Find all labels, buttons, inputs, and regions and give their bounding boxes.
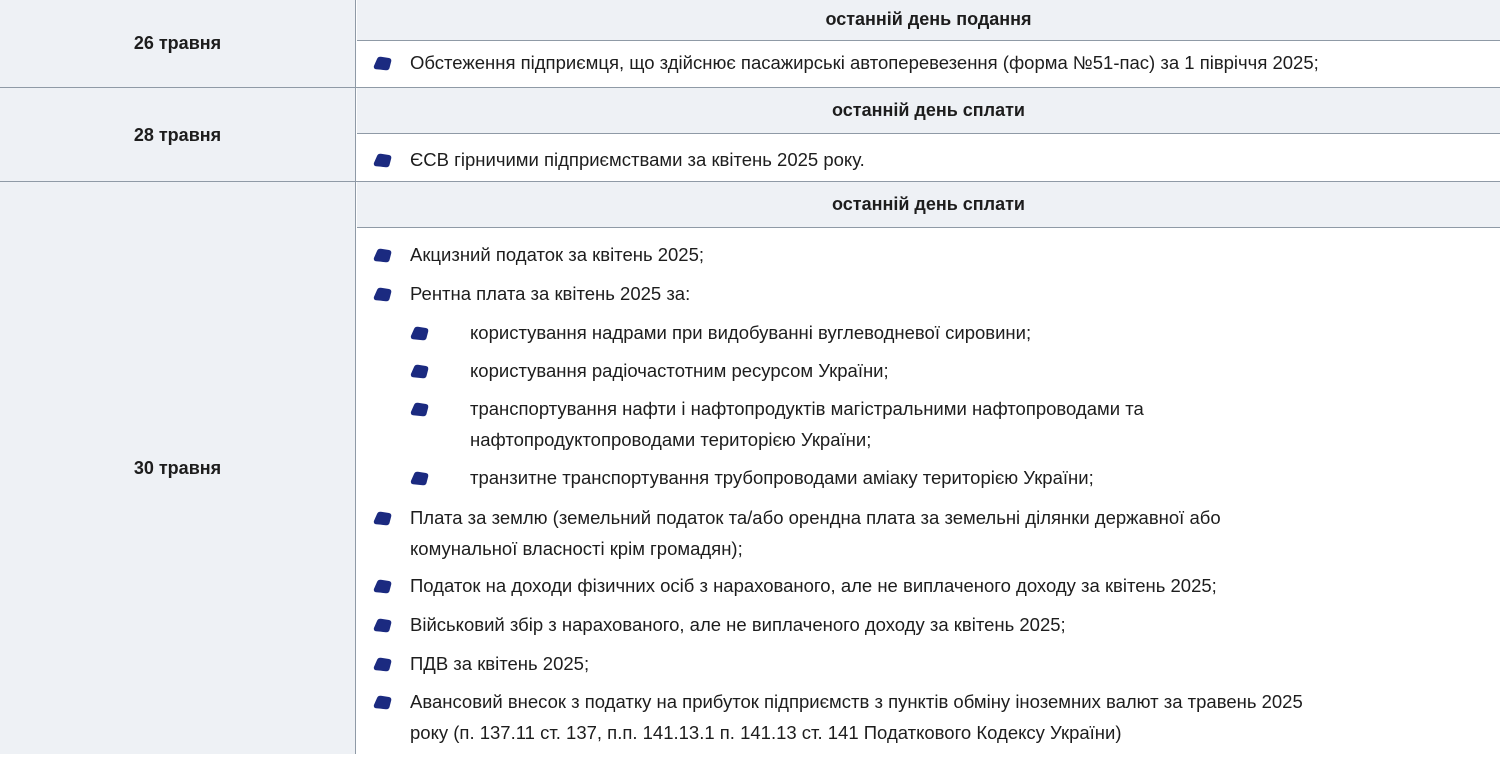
section-heading: останній день сплати xyxy=(357,182,1500,228)
bullet-icon xyxy=(373,511,391,525)
bullet-icon xyxy=(410,402,428,416)
date-cell: 26 травня xyxy=(0,0,356,88)
content-cell xyxy=(357,182,1500,761)
list-item-text-line-2: року (п. 137.11 ст. 137, п.п. 141.13.1 п. 141.13 ст. 141 Податкового Кодексу України) xyxy=(410,722,1122,743)
date-cell xyxy=(0,182,356,754)
list-item-text-line-1: Авансовий внесок з податку на прибуток підприємств з пунктів обміну іноземних валют за травень 2025 xyxy=(410,691,1303,712)
list-item-text: Рентна плата за квітень 2025 за: xyxy=(410,283,691,304)
bullet-icon xyxy=(410,364,428,378)
list-item-text: транзитне транспортування трубопроводами аміаку територією України; xyxy=(470,467,1094,488)
list-item-text-line-1: Плата за землю (земельний податок та/або орендна плата за земельні ділянки державної або xyxy=(410,507,1221,528)
list-item-text: ПДВ за квітень 2025; xyxy=(410,653,590,674)
bullet-icon xyxy=(373,579,391,593)
content-cell xyxy=(357,88,1500,182)
list-item-text: Податок на доходи фізичних осіб з нарахованого, але не виплаченого доходу за квітень 2025; xyxy=(410,575,1217,596)
list-item-text-line-1: транспортування нафти і нафтопродуктів магістральними нафтопроводами та xyxy=(470,398,1144,419)
date-label: 30 травня xyxy=(133,457,222,478)
table-row xyxy=(0,0,1500,88)
bullet-icon xyxy=(373,153,391,167)
table-row xyxy=(0,87,1500,182)
table-row xyxy=(0,181,1500,761)
list-item-text: Обстеження підприємця, що здійснює пасажирські автоперевезення (форма №51-пас) за 1 півріччя 2025; xyxy=(410,52,1319,73)
date-cell: 28 травня xyxy=(0,88,356,182)
bullet-icon xyxy=(373,287,391,301)
section-heading: останній день подання xyxy=(357,0,1500,41)
bullet-icon xyxy=(410,326,428,340)
list-item-text: Акцизний податок за квітень 2025; xyxy=(410,244,705,265)
list-item-text: користування радіочастотним ресурсом України; xyxy=(470,360,889,381)
list-item-text: ЄСВ гірничими підприємствами за квітень 2025 року. xyxy=(410,149,865,170)
section-heading: останній день сплати xyxy=(357,88,1500,134)
bullet-icon xyxy=(373,56,391,70)
bullet-icon xyxy=(373,695,391,709)
list-item-text: Військовий збір з нарахованого, але не виплаченого доходу за квітень 2025; xyxy=(410,614,1066,635)
content-cell xyxy=(357,0,1500,88)
list-item-text-line-2: комунальної власності крім громадян); xyxy=(410,538,743,559)
bullet-icon xyxy=(373,657,391,671)
bullet-icon xyxy=(373,618,391,632)
list-item-text: користування надрами при видобуванні вуглеводневої сировини; xyxy=(470,322,1032,343)
list-item-text-line-2: нафтопродуктопроводами територією України; xyxy=(470,429,872,450)
bullet-icon xyxy=(373,248,391,262)
bullet-icon xyxy=(410,471,428,485)
